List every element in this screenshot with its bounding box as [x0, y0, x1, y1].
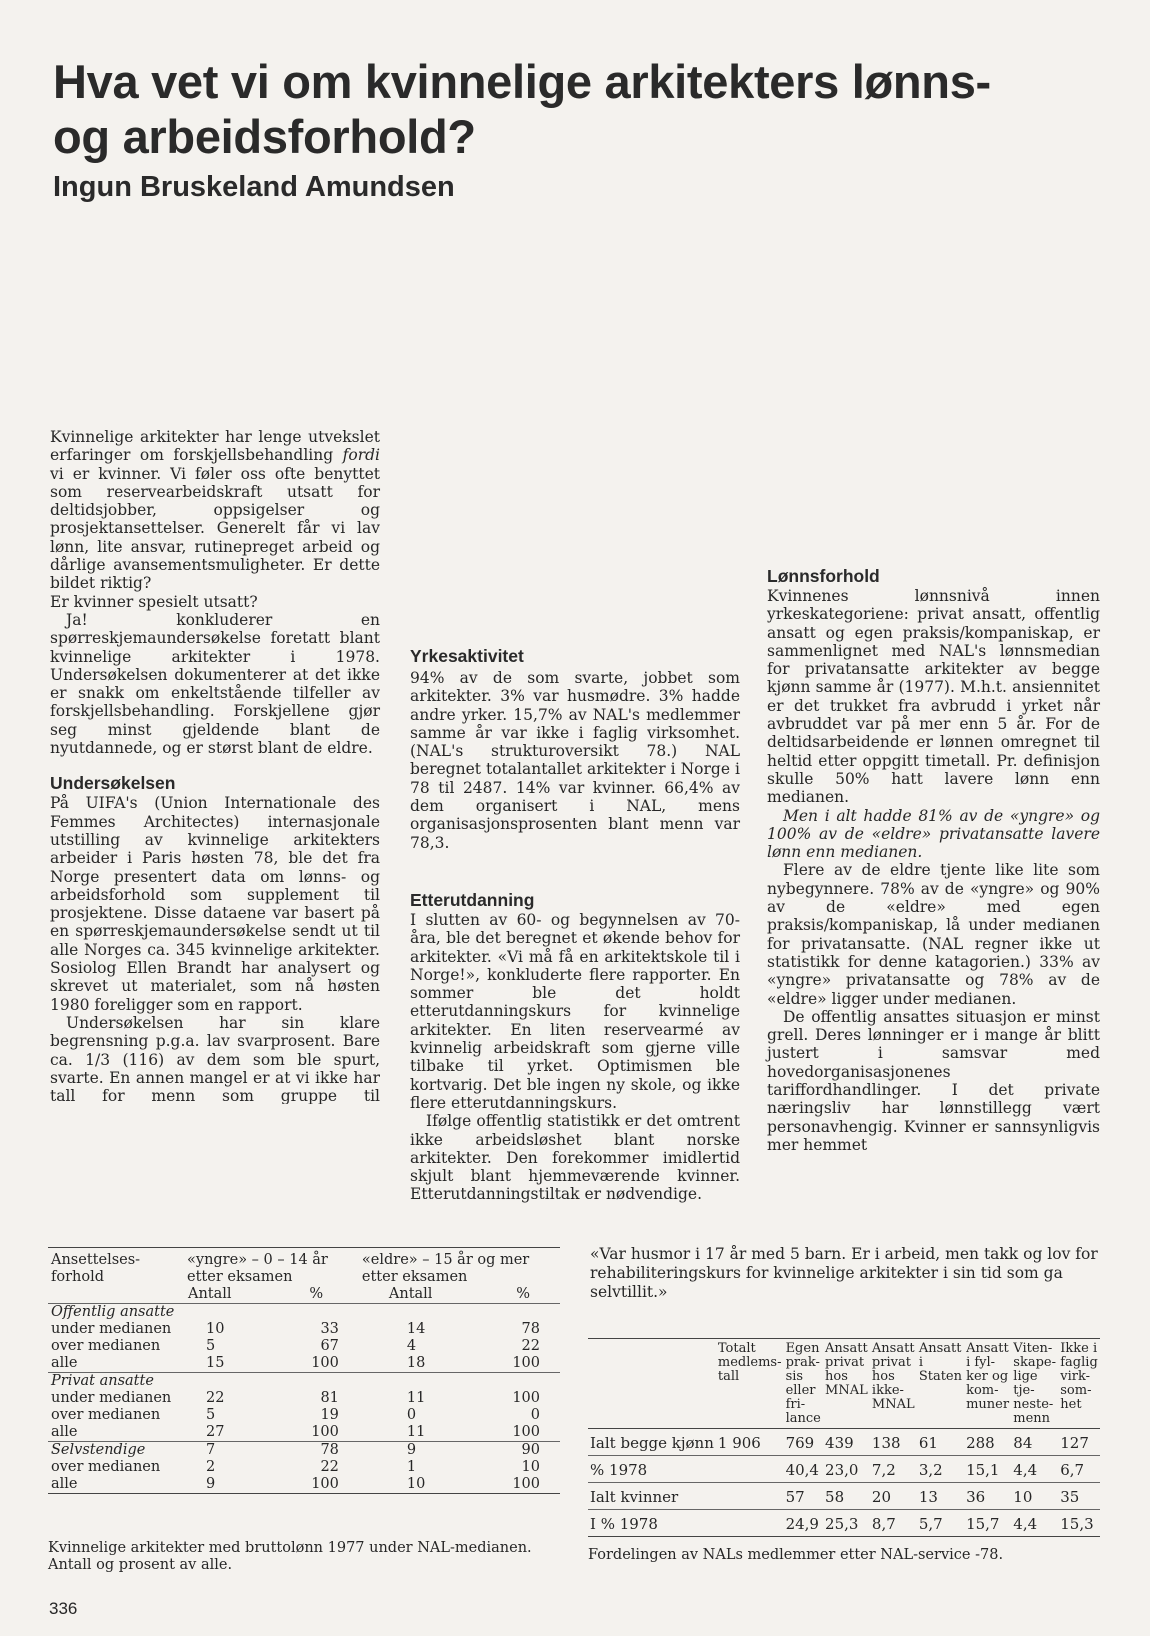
cell: 90: [521, 1442, 540, 1458]
section-label: Selvstendige: [51, 1442, 146, 1458]
column-header: Ansatt i Staten: [917, 1339, 964, 1429]
intro-emphasis: fordi: [342, 446, 380, 465]
cell: [716, 1510, 784, 1537]
row-label: % 1978: [588, 1456, 716, 1483]
cell: 13: [917, 1483, 964, 1510]
cell: 5: [206, 1338, 216, 1354]
heading-etterutdanning: Etterutdanning: [410, 889, 535, 910]
table-header-row: [48, 1248, 560, 1287]
subheader-old-count: Antall: [359, 1286, 466, 1304]
article-title: Hva vet vi om kvinnelige arkitekters lønns- og arbeidsforhold?: [53, 55, 991, 163]
cell: 10: [521, 1459, 540, 1475]
table-row: [48, 1476, 560, 1494]
cell: 4,4: [1011, 1510, 1058, 1537]
subheader-young-pct: %: [259, 1286, 359, 1304]
lonnsforhold-paragraph-1: Kvinnenes lønnsnivå innen yrkeskategoriene: privat ansatt, offentlig ansatt og egen praksis/kompaniskap, er sammenlignet med NAL's lønnsmedian for privatansatte arkitekter av begge kjønn samme år (1977). M.h.t. ansiennitet er det trukket fra avbrudd i yrket når avbruddet var på mer enn 5 år. For de deltidsarbeidende er lønnen omregnet til heltid etter oppgitt timetall. Pr. definisjon skulle 50% hatt lavere lønn enn medianen.: [767, 587, 1100, 807]
header-empty: [588, 1339, 716, 1429]
lonnsforhold-paragraph-3: Flere av de eldre tjente like lite som nybegynnere. 78% av de «yngre» og 90% av de «eldre» med egen praksis/kompaniskap, lå under medianen for privatansatte. (NAL regner ikke ut statistikk for denne katagorien.) 33% av «yngre» privatansatte og 78% av de «eldre» ligger under medianen.: [767, 861, 1100, 1008]
cell: 24,9: [784, 1510, 823, 1537]
cell: 10: [1011, 1483, 1058, 1510]
cell: 33: [320, 1321, 339, 1337]
cell: 27: [184, 1424, 259, 1442]
column-header: Ansatt privat hos ikke-MNAL: [870, 1339, 917, 1429]
column-header: Totalt medlems-tall: [716, 1339, 784, 1429]
cell: 7: [206, 1442, 216, 1458]
cell: 127: [1058, 1429, 1100, 1456]
cell: 15: [184, 1355, 259, 1373]
table-header-row: [588, 1339, 1100, 1429]
lonnsforhold-paragraph-2: Men i alt hadde 81% av de «yngre» og 100% av de «eldre» privatansatte lavere lønn enn medianen.: [767, 806, 1100, 862]
row-label: Ialt begge kjønn: [588, 1429, 716, 1456]
cell: 9: [406, 1442, 417, 1458]
row-label: over medianen: [51, 1459, 161, 1475]
row-label: I % 1978: [588, 1510, 716, 1537]
cell: 1: [406, 1459, 417, 1475]
cell: 2: [206, 1459, 216, 1475]
cell: 14: [406, 1321, 426, 1337]
cell: 22: [521, 1338, 540, 1354]
table-row: [588, 1510, 1100, 1537]
column-header: Ansatt privat hos MNAL: [823, 1339, 870, 1429]
cell: 25,3: [823, 1510, 870, 1537]
membership-table-container: [588, 1338, 1100, 1537]
row-label: under medianen: [51, 1321, 172, 1337]
etterutdanning-paragraph-1: I slutten av 60- og begynnelsen av 70-åra, ble det beregnet et økende behov for arkitekter. «Vi må få en arkitektskole til i Norge!», konkluderte flere rapporter. En sommer ble det holdt etterutdanningskurs for kvinnelige arkitekter. En liten reservearmé av kvinnelig arbeidskraft som gjerne ville tilbake til yrket. Optimismen ble kortvarig. Det ble ingen ny skole, og ikke flere etterutdanningskurs.: [410, 910, 740, 1112]
table-row: [588, 1483, 1100, 1510]
table-row: [588, 1456, 1100, 1483]
cell: 58: [823, 1483, 870, 1510]
table-row: [588, 1429, 1100, 1456]
salary-table: [48, 1247, 560, 1494]
cell: 288: [964, 1429, 1011, 1456]
table-row: [48, 1321, 560, 1338]
intro-paragraph-1: [50, 428, 380, 593]
text-column-2: [410, 428, 740, 1204]
cell: 84: [1011, 1429, 1058, 1456]
section-label: Privat ansatte: [51, 1373, 154, 1389]
cell: 10: [359, 1476, 466, 1494]
cell: 22: [206, 1390, 225, 1406]
cell: 81: [320, 1390, 339, 1406]
cell: 78: [521, 1321, 540, 1337]
cell: 769: [784, 1429, 823, 1456]
article-author: Ingun Bruskeland Amundsen: [53, 171, 455, 203]
cell: 6,7: [1058, 1456, 1100, 1483]
table-row: [48, 1459, 560, 1476]
cell: 20: [870, 1483, 917, 1510]
subheader-old-pct: %: [466, 1286, 560, 1304]
pull-quote: «Var husmor i 17 år med 5 barn. Er i arbeid, men takk og lov for rehabiliteringskurs for kvinnelige arkitekter i sin tid som ga selvtillit.»: [590, 1245, 1098, 1301]
undersokelsen-paragraph-2-text: Undersøkelsen har sin klare begrensning p.g.a. lav svarprosent. Bare ca. 1/3 (116) av dem som ble spurt, svarte. En annen mangel er at vi ikke har tall for menn som gruppe til: [50, 1013, 380, 1104]
lonnsforhold-paragraph-4: De offentlig ansattes situasjon er minst grell. Deres lønninger er i mange år blitt justert i samsvar med hovedorganisasjonenes tariffordhandlinger. I det private næringsliv har lønnstillegg vært personavhengig. Kvinner er sannsynligvis mer hemmet: [767, 1007, 1100, 1154]
cell: 100: [466, 1476, 560, 1494]
table-row: [48, 1407, 560, 1424]
page-number: 336: [49, 1599, 78, 1618]
header-old: «eldre» – 15 år og mer etter eksamen: [359, 1248, 560, 1287]
row-label: Ialt kvinner: [588, 1483, 716, 1510]
row-label: over medianen: [51, 1338, 161, 1354]
cell: 4: [406, 1338, 417, 1354]
cell: 10: [206, 1321, 225, 1337]
cell: 100: [259, 1355, 359, 1373]
heading-yrkesaktivitet: Yrkesaktivitet: [410, 646, 524, 666]
row-label: over medianen: [51, 1407, 161, 1423]
yrkesaktivitet-paragraph: 94% av de som svarte, jobbet som arkitekter. 3% var husmødre. 3% hadde andre yrker. 15,7% av NAL's medlemmer samme år var ikke i faglig virksomhet. (NAL's strukturoversikt 78.) NAL beregnet totalantallet arkitekter i Norge i 78 til 2487. 14% var kvinner. 66,4% av dem organisert i NAL, mens organisasjonsprosenten blant menn var 78,3.: [410, 669, 740, 852]
cell: 15,3: [1058, 1510, 1100, 1537]
salary-table-container: [48, 1247, 560, 1494]
cell: 67: [320, 1338, 339, 1354]
cell: [716, 1483, 784, 1510]
table-row: [48, 1390, 560, 1407]
cell: 15,7: [964, 1510, 1011, 1537]
cell: 5,7: [917, 1510, 964, 1537]
cell: 7,2: [870, 1456, 917, 1483]
header-young: «yngre» – 0 – 14 år etter eksamen: [184, 1248, 359, 1287]
cell: 100: [466, 1355, 560, 1373]
subheader-empty: [48, 1286, 184, 1304]
table-row: [48, 1424, 560, 1442]
intro-paragraph-2: Er kvinner spesielt utsatt?: [50, 592, 258, 611]
cell: 100: [259, 1424, 359, 1442]
cell: 36: [964, 1483, 1011, 1510]
column-header: Ikke i faglig virk-som-het: [1058, 1339, 1100, 1429]
cell: 61: [917, 1429, 964, 1456]
subheader-young-count: Antall: [184, 1286, 259, 1304]
section-row: [48, 1373, 560, 1391]
cell: 18: [359, 1355, 466, 1373]
intro-text-b: vi er kvinner. Vi føler oss ofte benyttet som reservearbeidskraft utsatt for deltidsjobber, oppsigelser og prosjektansettelser. Generelt får vi lav lønn, lite ansvar, rutinepreget arbeid og dårlige avansementsmuligheter. Er dette bildet riktig?: [50, 464, 380, 593]
cell: 100: [512, 1390, 540, 1406]
cell: 11: [406, 1390, 426, 1406]
heading-lonnsforhold: Lønnsforhold: [767, 566, 880, 586]
membership-table: [588, 1338, 1100, 1537]
section-label: Offentlig ansatte: [51, 1304, 175, 1320]
cell: 57: [784, 1483, 823, 1510]
cell: 3,2: [917, 1456, 964, 1483]
cell: [716, 1456, 784, 1483]
row-label: alle: [48, 1424, 184, 1442]
row-label: alle: [48, 1355, 184, 1373]
cell: 19: [320, 1407, 339, 1423]
column-header: Ansatt i fyl-ker og kom-muner: [964, 1339, 1011, 1429]
salary-table-caption: Kvinnelige arkitekter med bruttolønn 1977 under NAL-medianen. Antall og prosent av alle.: [48, 1540, 532, 1573]
cell: 40,4: [784, 1456, 823, 1483]
table-row: [48, 1442, 560, 1460]
section-row: [48, 1304, 560, 1322]
cell: 8,7: [870, 1510, 917, 1537]
cell: 5: [206, 1407, 216, 1423]
column-header: Egen prak-sis eller fri-lance: [784, 1339, 823, 1429]
header-employment-type: Ansettelses-forhold: [48, 1248, 184, 1287]
cell: 0: [406, 1407, 417, 1423]
row-label: under medianen: [51, 1390, 172, 1406]
intro-text-a: Kvinnelige arkitekter har lenge utvekslet erfaringer om forskjellsbehandling: [50, 428, 380, 465]
cell: 22: [320, 1459, 339, 1475]
table-subheader-row: [48, 1286, 560, 1304]
cell: 4,4: [1011, 1456, 1058, 1483]
cell: 35: [1058, 1483, 1100, 1510]
cell: 9: [184, 1476, 259, 1494]
membership-table-caption: Fordelingen av NALs medlemmer etter NAL-service -78.: [588, 1547, 1004, 1563]
cell: 100: [259, 1476, 359, 1494]
cell: 0: [530, 1407, 540, 1423]
intro-paragraph-3: Ja! konkluderer en spørreskjemaundersøkelse foretatt blant kvinnelige arkitekter i 1978. Undersøkelsen dokumenterer at det ikke er snakk om enkeltstående tilfeller av forskjellsbehandling. Forskjellene gjør seg minst gjeldende blant de nyutdannede, og er størst blant de eldre.: [50, 610, 380, 758]
cell: 78: [320, 1442, 339, 1458]
undersokelsen-paragraph-2: [50, 1014, 380, 1104]
column-header: Viten-skape-lige tje-neste-menn: [1011, 1339, 1058, 1429]
etterutdanning-paragraph-2: Ifølge offentlig statistikk er det omtrent ikke arbeidsløshet blant norske arkitekter. Den forekommer imidlertid skjult blant hjemmeværende kvinner. Etterutdanningstiltak er nødvendige.: [410, 1112, 740, 1204]
undersokelsen-paragraph-1: På UIFA's (Union Internationale des Femmes Architectes) internasjonale utstilling av kvinnelige arkitekters arbeider i Paris høsten 78, ble det fra Norge presentert data om lønns- og arbeidsforhold som supplement til prosjektene. Disse dataene var basert på en spørreskjemaundersøkelse sendt ut til alle Norges ca. 345 kvinnelige arkitekter. Sosiolog Ellen Brandt har analysert og skrevet ut materialet, som nå høsten 1980 foreligger som en rapport.: [50, 794, 380, 1014]
cell: 23,0: [823, 1456, 870, 1483]
cell: 11: [359, 1424, 466, 1442]
cell: 439: [823, 1429, 870, 1456]
text-column-3: [767, 428, 1100, 1154]
table-row: [48, 1338, 560, 1355]
row-label: alle: [48, 1476, 184, 1494]
heading-undersokelsen: Undersøkelsen: [50, 773, 176, 794]
table-row: [48, 1355, 560, 1373]
cell: 1 906: [716, 1429, 784, 1456]
cell: 100: [466, 1424, 560, 1442]
text-column-1: [50, 428, 380, 1104]
cell: 15,1: [964, 1456, 1011, 1483]
cell: 138: [870, 1429, 917, 1456]
